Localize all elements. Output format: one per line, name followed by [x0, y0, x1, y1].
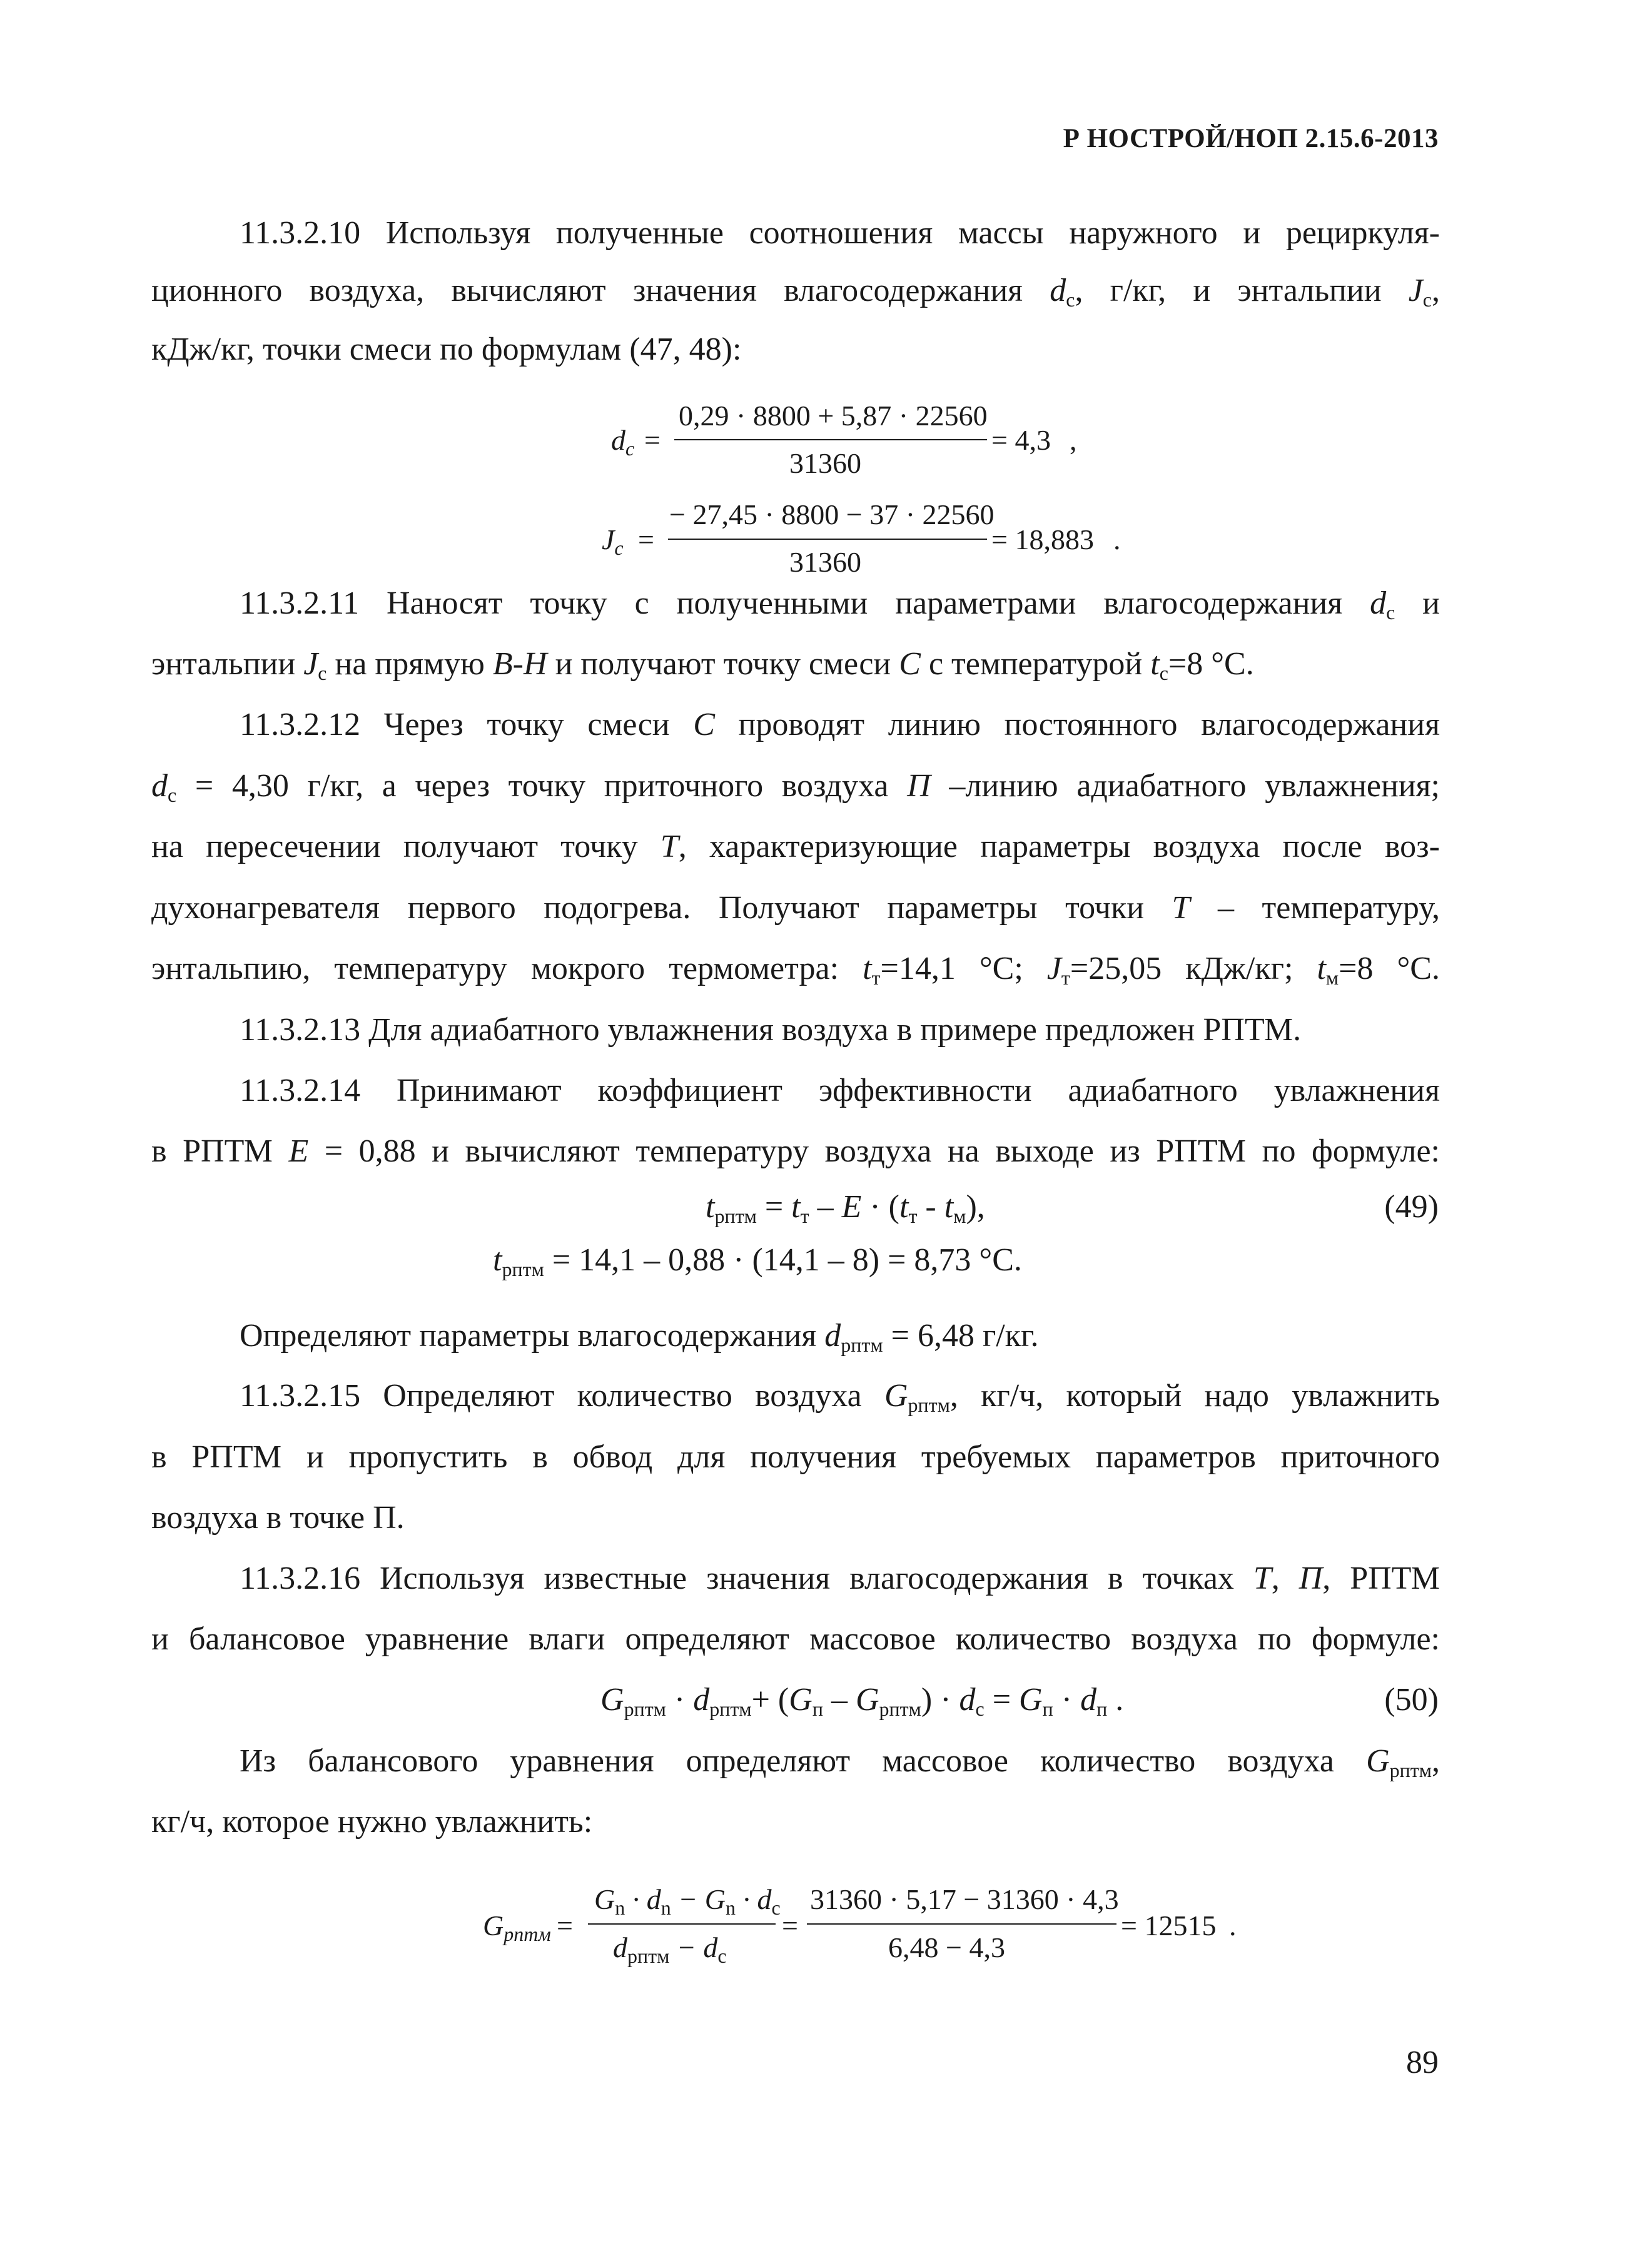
paragraph-line: энтальпию, температуру мокрого термометра: $t_т=14,1$ °С; $J_т=25,05$ кДж/кг; $t_м=8$ °С. [151, 951, 1440, 989]
formula-result: = 18,883 [991, 524, 1094, 555]
paragraph-line: в РПТМ Е = 0,88 и вычисляют температуру воздуха на выходе из РПТМ по формуле: [151, 1133, 1440, 1169]
fraction-numerator: 0,29 · 8800 + 5,87 · 22560 [679, 400, 988, 432]
paragraph-line: 11.3.2.13 Для адиабатного увлажнения воздуха в примере предложен РПТМ. [240, 1012, 1302, 1048]
paragraph-line: в РПТМ и пропустить в обвод для получения требуемых параметров приточного [151, 1439, 1440, 1475]
fraction-denominator: 31360 [789, 546, 861, 578]
equation-number: (49) [1384, 1189, 1439, 1225]
formula-49: $t_{рптм} = t_т - Е \cdot (t_т - t_м)$, [706, 1189, 985, 1227]
paragraph-line: духонагревателя первого подогрева. Получают параметры точки Т – температуру, [151, 890, 1440, 926]
document-header: Р НОСТРОЙ/НОП 2.15.6-2013 [1063, 124, 1439, 153]
paragraph-line: кДж/кг, точки смеси по формулам (47, 48): [151, 332, 742, 367]
fraction-numerator: $G_n \cdot d_n - G_n \cdot d_c$ [594, 1883, 781, 1919]
fraction-denominator: 31360 [789, 447, 861, 479]
formula-49-calc: $t_{рптм} = 14,1 - 0,88 \cdot (14,1 - 8) = 8,73$ °С. [493, 1242, 1022, 1280]
fraction-denominator: 6,48 − 4,3 [888, 1931, 1005, 1963]
fraction-numerator: 31360 · 5,17 − 31360 · 4,3 [810, 1883, 1119, 1915]
paragraph-line: 11.3.2.14 Принимают коэффициент эффективности адиабатного увлажнения [240, 1073, 1440, 1108]
paragraph-line: 11.3.2.10 Используя полученные соотношения массы наружного и рециркуля- [240, 215, 1440, 251]
paragraph-line: 11.3.2.16 Используя известные значения влагосодержания в точках Т, П, РПТМ [240, 1561, 1440, 1596]
paragraph-line: на пересечении получают точку Т, характеризующие параметры воздуха после воз- [151, 829, 1440, 864]
paragraph-line: ционного воздуха, вычисляют значения влагосодержания $d_с$, г/кг, и энтальпии $J_с$, [151, 273, 1440, 311]
paragraph-line: $d_с = 4,30$ г/кг, а через точку приточного воздуха П –линию адиабатного увлажнения; [151, 768, 1440, 806]
paragraph-line: Из балансового уравнения определяют массовое количество воздуха $G_{рптм}$, [240, 1743, 1440, 1781]
fraction-denominator: $d_{pптм} - d_c$ [613, 1931, 727, 1967]
formula-result: = 12515 [1121, 1910, 1217, 1941]
paragraph-line: Определяют параметры влагосодержания $d_{рптм} = 6,48$ г/кг. [240, 1318, 1039, 1356]
paragraph-line: 11.3.2.15 Определяют количество воздуха $G_{рптм}$, кг/ч, который надо увлажнить [240, 1378, 1440, 1416]
paragraph-line: воздуха в точке П. [151, 1500, 405, 1536]
formula-50: $G_{рптм} \cdot d_{рптм}+ (G_п - G_{рптм}) \cdot d_с = G_п \cdot d_п$ . [600, 1682, 1124, 1720]
paragraph-line: кг/ч, которое нужно увлажнить: [151, 1804, 593, 1840]
paragraph-line: 11.3.2.12 Через точку смеси С проводят линию постоянного влагосодержания [240, 707, 1440, 742]
page-number: 89 [1406, 2045, 1439, 2080]
equation-number: (50) [1384, 1682, 1439, 1718]
paragraph-line: энтальпии $J_с$ на прямую В-Н и получают точку смеси С с температурой $t_с=8$ °С. [151, 646, 1254, 684]
formula-result: = 4,3 [991, 424, 1051, 456]
fraction-numerator: − 27,45 · 8800 − 37 · 22560 [669, 499, 995, 530]
paragraph-line: и балансовое уравнение влаги определяют массовое количество воздуха по формуле: [151, 1621, 1440, 1657]
paragraph-line: 11.3.2.11 Наносят точку с полученными параметрами влагосодержания $d_с$ и [240, 585, 1440, 624]
